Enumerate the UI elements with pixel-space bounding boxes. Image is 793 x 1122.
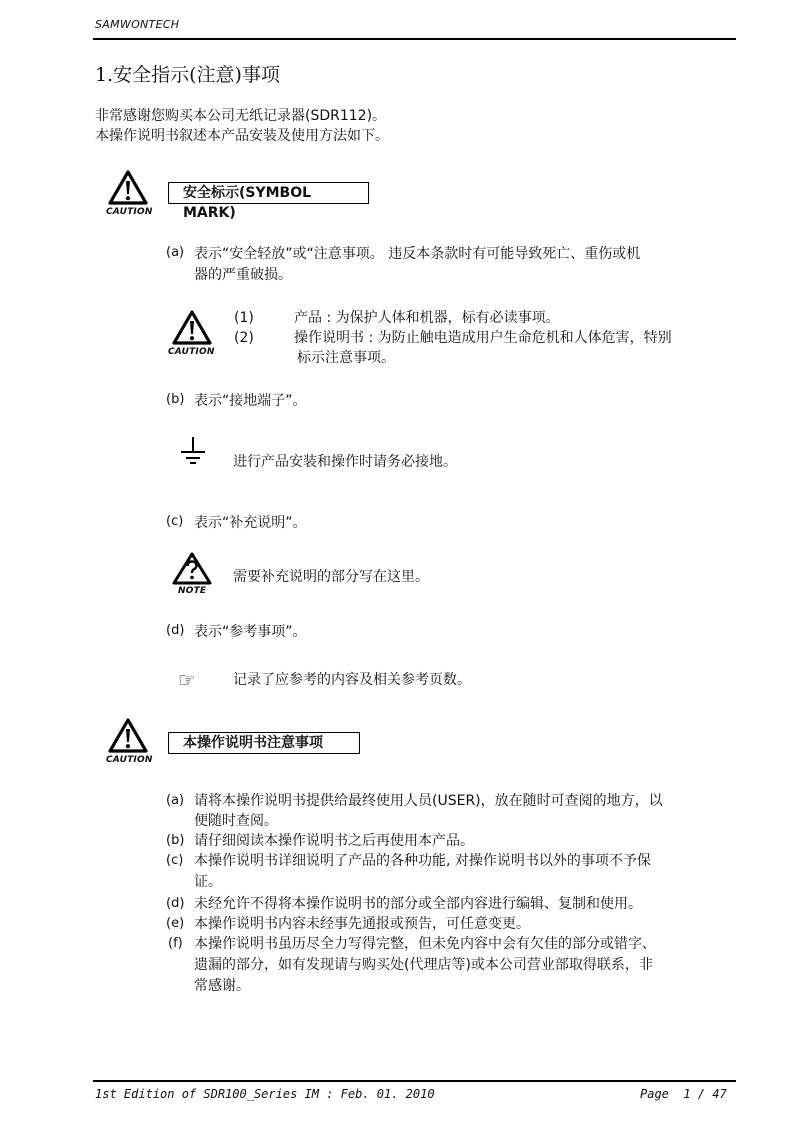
s2-item-c-line-2: 证。 xyxy=(194,874,222,890)
s2-item-e-label: (e) xyxy=(166,916,185,931)
item-a-line-1: 表示“安全轻放”或“注意事项。 违反本条款时有可能导致死亡、重伤或机 xyxy=(194,246,641,262)
s2-item-c-label: (c) xyxy=(166,853,184,868)
section-heading-symbol-mark: 安全标示(SYMBOL MARK) xyxy=(168,182,369,204)
header-rule xyxy=(93,38,736,40)
caution-triangle-icon xyxy=(108,718,148,754)
item-d-label: (d) xyxy=(166,623,185,638)
caution-mark xyxy=(106,170,152,217)
item-a-label: (a) xyxy=(166,245,185,260)
item-d-desc: 记录了应参考的内容及相关参考页数。 xyxy=(233,672,471,688)
footer-edition: 1st Edition of SDR100_Series IM : Feb. 01. 2010 xyxy=(95,1087,435,1101)
s2-item-f-line-2: 遗漏的部分，如有发现请与购买处(代理店等)或本公司营业部取得联系，非 xyxy=(194,957,653,973)
section-heading-manual-notes: 本操作说明书注意事项 xyxy=(168,732,360,754)
item-a-2-num: (2) xyxy=(234,330,254,346)
item-b-text: 表示“接地端子”。 xyxy=(194,393,307,409)
item-b-label: (b) xyxy=(166,392,185,407)
footer-rule xyxy=(93,1080,736,1082)
s2-item-a-line-1: 请将本操作说明书提供给最终使用人员(USER)，放在随时可查阅的地方，以 xyxy=(194,793,663,809)
page-title: 1.安全指示(注意)事项 xyxy=(95,64,280,86)
s2-item-b-line-1: 请仔细阅读本操作说明书之后再使用本产品。 xyxy=(194,833,474,849)
note-label: NOTE xyxy=(178,586,207,596)
item-a-line-2: 器的严重破损。 xyxy=(194,267,292,283)
item-d-text: 表示“参考事项”。 xyxy=(194,624,307,640)
note-question-icon xyxy=(172,552,212,586)
s2-item-d-label: (d) xyxy=(166,896,185,911)
caution-mark-small xyxy=(168,310,218,357)
caution-label: CAUTION xyxy=(106,207,153,217)
item-b-desc: 进行产品安装和操作时请务必接地。 xyxy=(233,454,457,470)
s2-item-a-line-2: 便随时查阅。 xyxy=(194,813,278,829)
note-mark xyxy=(170,552,216,596)
s2-item-f-line-3: 常感谢。 xyxy=(194,978,250,994)
item-a-1-num: (1) xyxy=(234,310,254,326)
caution-mark-2 xyxy=(106,718,152,765)
item-a-2-cont: 标示注意事项。 xyxy=(297,350,395,366)
item-c-desc: 需要补充说明的部分写在这里。 xyxy=(233,569,429,585)
header-brand: SAMWONTECH xyxy=(95,18,180,31)
item-a-2-text: 操作说明书 : 为防止触电造成用户生命危机和人体危害，特别 xyxy=(294,330,672,346)
caution-triangle-icon xyxy=(172,310,212,346)
ground-symbol-icon xyxy=(180,436,206,466)
pointing-hand-icon: ☞ xyxy=(178,668,196,692)
s2-item-f-label: (f) xyxy=(168,936,183,951)
caution-triangle-icon xyxy=(108,170,148,206)
s2-item-b-label: (b) xyxy=(166,833,185,848)
intro-line-1: 非常感谢您购买本公司无纸记录器(SDR112)。 xyxy=(95,108,387,124)
s2-item-a-label: (a) xyxy=(166,793,185,808)
caution-label: CAUTION xyxy=(168,347,215,357)
footer-page-number: Page 1 / 47 xyxy=(640,1087,727,1101)
item-c-label: (c) xyxy=(166,514,184,529)
s2-item-c-line-1: 本操作说明书详细说明了产品的各种功能, 对操作说明书以外的事项不予保 xyxy=(194,853,651,869)
item-c-text: 表示“补充说明”。 xyxy=(194,515,307,531)
s2-item-e-line-1: 本操作说明书内容未经事先通报或预告，可任意变更。 xyxy=(194,916,530,932)
caution-label: CAUTION xyxy=(106,755,153,765)
item-a-1-text: 产品 : 为保护人体和机器，标有必读事项。 xyxy=(294,310,560,326)
s2-item-f-line-1: 本操作说明书虽历尽全力写得完整，但未免内容中会有欠佳的部分或错字、 xyxy=(194,936,656,952)
s2-item-d-line-1: 未经允许不得将本操作说明书的部分或全部内容进行编辑、复制和使用。 xyxy=(194,896,642,912)
intro-line-2: 本操作说明书叙述本产品安装及使用方法如下。 xyxy=(95,128,389,144)
